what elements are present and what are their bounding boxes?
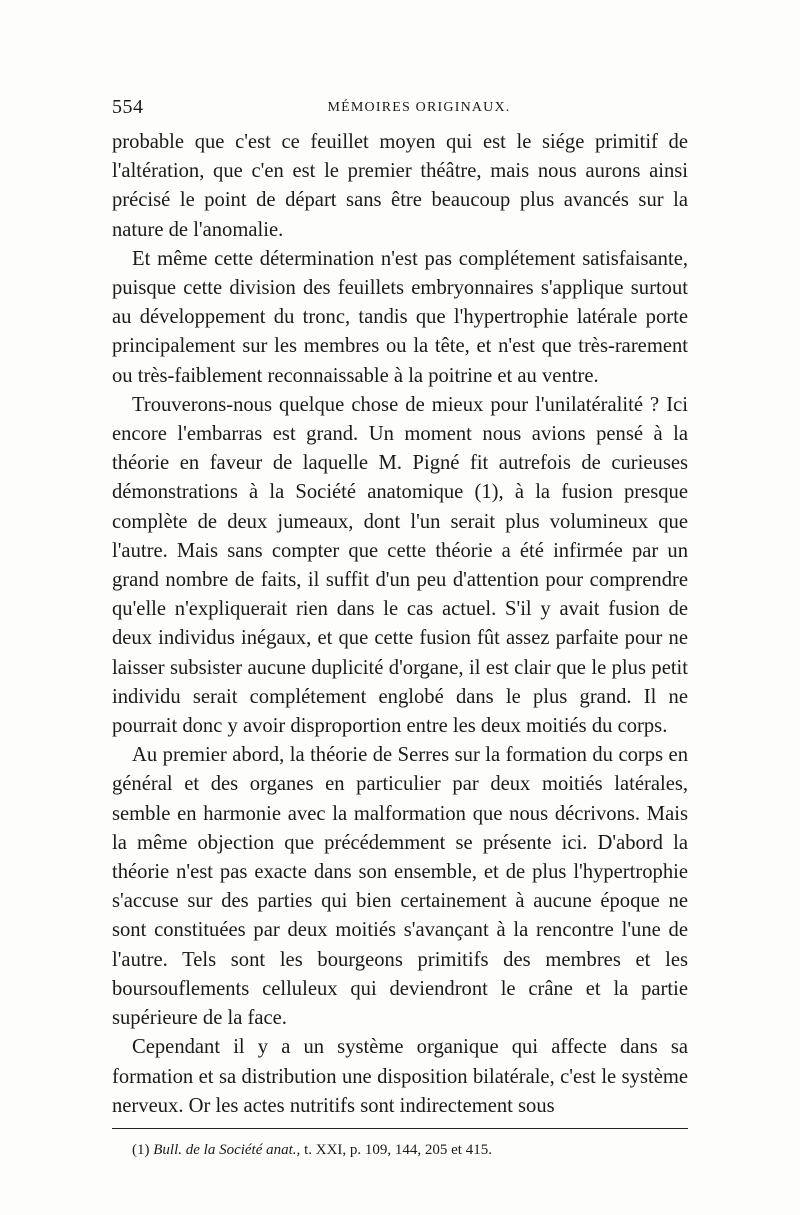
page-number: 554 [112, 96, 144, 118]
paragraph-1: probable que c'est ce feuillet moyen qui est le siége primitif de l'altération, que c'en est le premier théâtre, mais nous aurons ainsi précisé le point de départ sans être beaucoup plus avancés sur la nature de l'anomalie. [112, 131, 688, 241]
footnote-marker: (1) [132, 1142, 150, 1158]
body-text [112, 128, 688, 1121]
footnote-divider [112, 1128, 688, 1129]
paragraph-3: Trouverons-nous quelque chose de mieux pour l'unilatéralité ? Ici encore l'embarras est grand. Un moment nous avions pensé à la théorie en faveur de laquelle M. Pigné fit autrefois de curieuses démonstrations à la Société anatomique (1), à la fusion presque complète de deux jumeaux, dont l'un serait plus volumineux que l'autre. Mais sans compter que cette théorie a été infirmée par un grand nombre de faits, il suffit d'un peu d'attention pour comprendre qu'elle n'expliquerait rien dans le cas actuel. S'il y avait fusion de deux individus inégaux, et que cette fusion fût assez parfaite pour ne laisser subsister aucune duplicité d'organe, il est clair que le plus petit individu serait complétement englobé dans le plus grand. Il ne pourrait donc y avoir disproportion entre les deux moitiés du corps. [112, 393, 688, 738]
paragraph-4: Au premier abord, la théorie de Serres sur la formation du corps en général et des organes en particulier par deux moitiés latérales, semble en harmonie avec la malformation que nous décrivons. Mais la même objection que précédemment se présente ici. D'abord la théorie n'est pas exacte dans son ensemble, et de plus l'hypertrophie s'accuse sur des parties qui bien certainement à aucune époque ne sont constituées par deux moitiés s'avançant à la rencontre l'une de l'autre. Tels sont les bourgeons primitifs des membres et les boursouflements celluleux qui deviendront le crâne et la partie supérieure de la face. [112, 744, 688, 1030]
paragraph-5: Cependant il y a un système organique qui affecte dans sa formation et sa distribution une disposition bilatérale, c'est le système nerveux. Or les actes nutritifs sont indirectement sous [112, 1036, 688, 1117]
running-head: MÉMOIRES ORIGINAUX. [327, 100, 511, 115]
footnote [132, 1140, 688, 1160]
paragraph-2: Et même cette détermination n'est pas complétement satisfaisante, puisque cette division des feuillets embryonnaires s'applique surtout au développement du tronc, tandis que l'hypertrophie latérale porte principalement sur les membres ou la tête, et n'est que très-rarement ou très-faiblement reconnaissable à la poitrine et au ventre. [112, 247, 688, 387]
footnote-source: Bull. de la Société anat., [153, 1142, 301, 1158]
footnote-reference: t. XXI, p. 109, 144, 205 et 415. [304, 1142, 492, 1158]
page-header [112, 96, 686, 122]
